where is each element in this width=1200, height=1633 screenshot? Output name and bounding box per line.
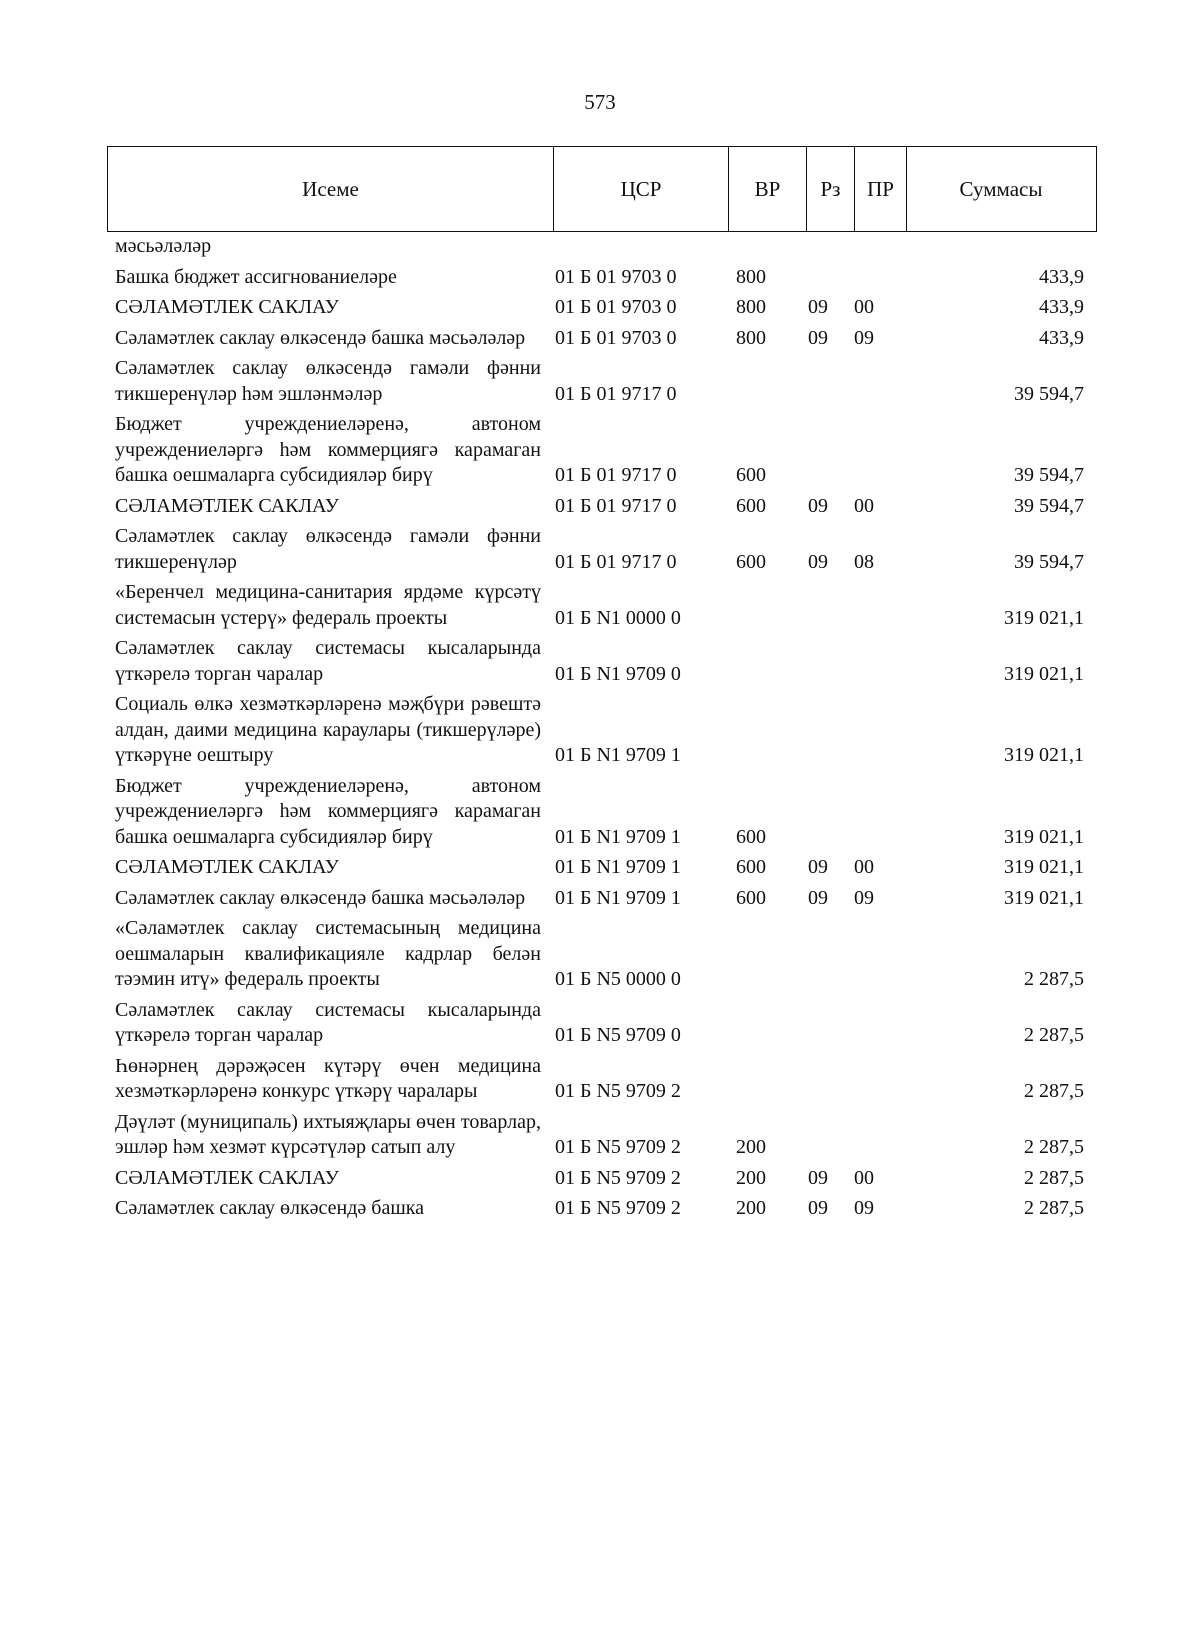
cell-csr: 01 Б N1 0000 0 <box>555 606 681 629</box>
cell-sum: 433,9 <box>1039 326 1084 349</box>
cell-sum: 433,9 <box>1039 296 1084 318</box>
cell-vr: 800 <box>736 265 766 288</box>
cell-vr: 200 <box>736 1136 766 1158</box>
cell-vr: 600 <box>736 550 766 573</box>
cell-csr: 01 Б 01 9703 0 <box>555 296 677 318</box>
cell-vr: 200 <box>736 1166 766 1189</box>
cell-csr: 01 Б 01 9717 0 <box>555 550 677 573</box>
table-row <box>107 494 1097 520</box>
cell-rz: 09 <box>808 856 828 878</box>
table-row <box>107 356 1097 407</box>
cell-vr: 600 <box>736 494 766 517</box>
cell-sum: 2 287,5 <box>1024 1136 1084 1158</box>
cell-pr: 00 <box>854 1166 874 1189</box>
cell-sum: 319 021,1 <box>1004 856 1084 878</box>
table-row <box>107 998 1097 1049</box>
cell-csr: 01 Б N5 9709 2 <box>555 1136 681 1158</box>
table-row <box>107 580 1097 631</box>
header-csr: ЦСР <box>554 147 729 231</box>
header-pr: ПР <box>855 147 907 231</box>
cell-csr: 01 Б N5 9709 2 <box>555 1197 681 1219</box>
cell-csr: 01 Б N1 9709 1 <box>555 886 681 909</box>
cell-name: Сәламәтлек саклау өлкәсендә гамәли фәнни тикшеренүләр <box>115 525 541 573</box>
cell-sum: 2 287,5 <box>1024 1197 1084 1219</box>
cell-csr: 01 Б 01 9717 0 <box>555 382 677 405</box>
cell-rz: 09 <box>808 886 828 909</box>
table-row <box>107 855 1097 881</box>
table-row <box>107 1110 1097 1161</box>
page-number: 573 <box>584 90 616 114</box>
cell-name: СӘЛАМӘТЛЕК САКЛАУ <box>115 856 339 878</box>
cell-csr: 01 Б 01 9703 0 <box>555 326 677 349</box>
table-row <box>107 326 1097 352</box>
cell-name: Сәламәтлек саклау өлкәсендә башка мәсьәләләр <box>115 886 526 909</box>
table-header <box>107 146 1097 232</box>
cell-pr: 09 <box>854 326 874 349</box>
cell-name: Бюджет учреждениеләренә, автоном учреждениеләргә һәм коммерциягә карамаган башка оешмаларга субсидияләр бирү <box>115 413 541 486</box>
cell-csr: 01 Б N5 9709 2 <box>555 1080 681 1102</box>
cell-name: «Беренчел медицина-санитария ярдәме күрсәтү системасын үстерү» федераль проекты <box>115 581 541 629</box>
table-row <box>107 234 1097 260</box>
cell-vr: 600 <box>736 464 766 486</box>
cell-sum: 2 287,5 <box>1024 1080 1084 1102</box>
cell-rz: 09 <box>808 550 828 573</box>
table-row <box>107 636 1097 687</box>
budget-table <box>107 146 1097 1222</box>
cell-sum: 39 594,7 <box>1014 464 1084 486</box>
cell-vr: 200 <box>736 1197 766 1219</box>
cell-sum: 39 594,7 <box>1014 550 1084 573</box>
cell-csr: 01 Б N5 9709 0 <box>555 1024 681 1046</box>
cell-csr: 01 Б N1 9709 1 <box>555 856 681 878</box>
cell-sum: 433,9 <box>1039 265 1084 288</box>
cell-csr: 01 Б N1 9709 0 <box>555 662 681 685</box>
cell-name: Башка бюджет ассигнованиеләре <box>115 265 397 288</box>
cell-pr: 00 <box>854 296 874 318</box>
cell-sum: 319 021,1 <box>1004 825 1084 848</box>
cell-pr: 00 <box>854 494 874 517</box>
cell-sum: 39 594,7 <box>1014 494 1084 517</box>
cell-sum: 2 287,5 <box>1024 968 1084 990</box>
cell-csr: 01 Б N1 9709 1 <box>555 825 681 848</box>
cell-vr: 800 <box>736 326 766 349</box>
cell-csr: 01 Б 01 9717 0 <box>555 494 677 517</box>
cell-name: Дәүләт (муниципаль) ихтыяҗлары өчен товарлар, эшләр һәм хезмәт күрсәтүләр сатып алу <box>115 1110 541 1158</box>
table-row <box>107 1166 1097 1192</box>
cell-csr: 01 Б 01 9717 0 <box>555 464 677 486</box>
cell-name: Сәламәтлек саклау өлкәсендә башка мәсьәләләр <box>115 326 526 349</box>
table-row <box>107 1054 1097 1105</box>
cell-name: СӘЛАМӘТЛЕК САКЛАУ <box>115 494 339 517</box>
header-name: Исеме <box>108 147 554 231</box>
cell-pr: 08 <box>854 550 874 573</box>
cell-csr: 01 Б N5 9709 2 <box>555 1166 681 1189</box>
header-rz: Рз <box>807 147 855 231</box>
header-sum: Суммасы <box>959 176 1043 201</box>
cell-csr: 01 Б N1 9709 1 <box>555 744 681 766</box>
cell-name: Сәламәтлек саклау системасы кысаларында үткәрелә торган чаралар <box>115 637 541 685</box>
cell-name: СӘЛАМӘТЛЕК САКЛАУ <box>115 1166 339 1189</box>
header-vr: ВР <box>729 147 807 231</box>
cell-pr: 09 <box>854 1197 874 1219</box>
cell-csr: 01 Б 01 9703 0 <box>555 265 677 288</box>
cell-sum: 319 021,1 <box>1004 886 1084 909</box>
cell-name: мәсьәләләр <box>115 235 212 257</box>
cell-rz: 09 <box>808 296 828 318</box>
table-row <box>107 916 1097 993</box>
table-row <box>107 524 1097 575</box>
table-row <box>107 412 1097 489</box>
cell-name: СӘЛАМӘТЛЕК САКЛАУ <box>115 296 339 318</box>
cell-sum: 319 021,1 <box>1004 744 1084 766</box>
cell-name: Сәламәтлек саклау өлкәсендә гамәли фәнни тикшеренүләр һәм эшләнмәләр <box>115 357 541 405</box>
cell-sum: 2 287,5 <box>1024 1024 1084 1046</box>
cell-name: Социаль өлкә хезмәткәрләренә мәҗбүри рәвештә алдан, даими медицина караулары (тикшерүләре) үткәрүне оештыру <box>115 693 541 766</box>
table-row <box>107 886 1097 912</box>
cell-name: Бюджет учреждениеләренә, автоном учреждениеләргә һәм коммерциягә карамаган башка оешмаларга субсидияләр бирү <box>115 774 541 848</box>
cell-vr: 600 <box>736 825 766 848</box>
cell-vr: 800 <box>736 296 766 318</box>
table-row <box>107 774 1097 851</box>
table-row <box>107 1196 1097 1222</box>
table-row <box>107 295 1097 321</box>
table-body <box>107 234 1097 1222</box>
cell-pr: 09 <box>854 886 874 909</box>
cell-name: «Сәламәтлек саклау системасының медицина оешмаларын квалификацияле кадрлар белән тәэмин итү» федераль проекты <box>115 917 541 990</box>
cell-rz: 09 <box>808 494 828 517</box>
cell-rz: 09 <box>808 1197 828 1219</box>
cell-vr: 600 <box>736 856 766 878</box>
cell-sum: 319 021,1 <box>1004 662 1084 685</box>
cell-name: Сәламәтлек саклау өлкәсендә башка <box>115 1197 425 1219</box>
cell-rz: 09 <box>808 326 828 349</box>
table-row <box>107 265 1097 291</box>
cell-rz: 09 <box>808 1166 828 1189</box>
cell-csr: 01 Б N5 0000 0 <box>555 968 681 990</box>
cell-sum: 39 594,7 <box>1014 382 1084 405</box>
cell-name: Һөнәрнең дәрәҗәсен күтәрү өчен медицина хезмәткәрләренә конкурс үткәрү чаралары <box>115 1054 541 1102</box>
cell-vr: 600 <box>736 886 766 909</box>
table-row <box>107 692 1097 769</box>
cell-sum: 319 021,1 <box>1004 606 1084 629</box>
cell-sum: 2 287,5 <box>1024 1166 1084 1189</box>
cell-name: Сәламәтлек саклау системасы кысаларында үткәрелә торган чаралар <box>115 998 541 1046</box>
cell-pr: 00 <box>854 856 874 878</box>
